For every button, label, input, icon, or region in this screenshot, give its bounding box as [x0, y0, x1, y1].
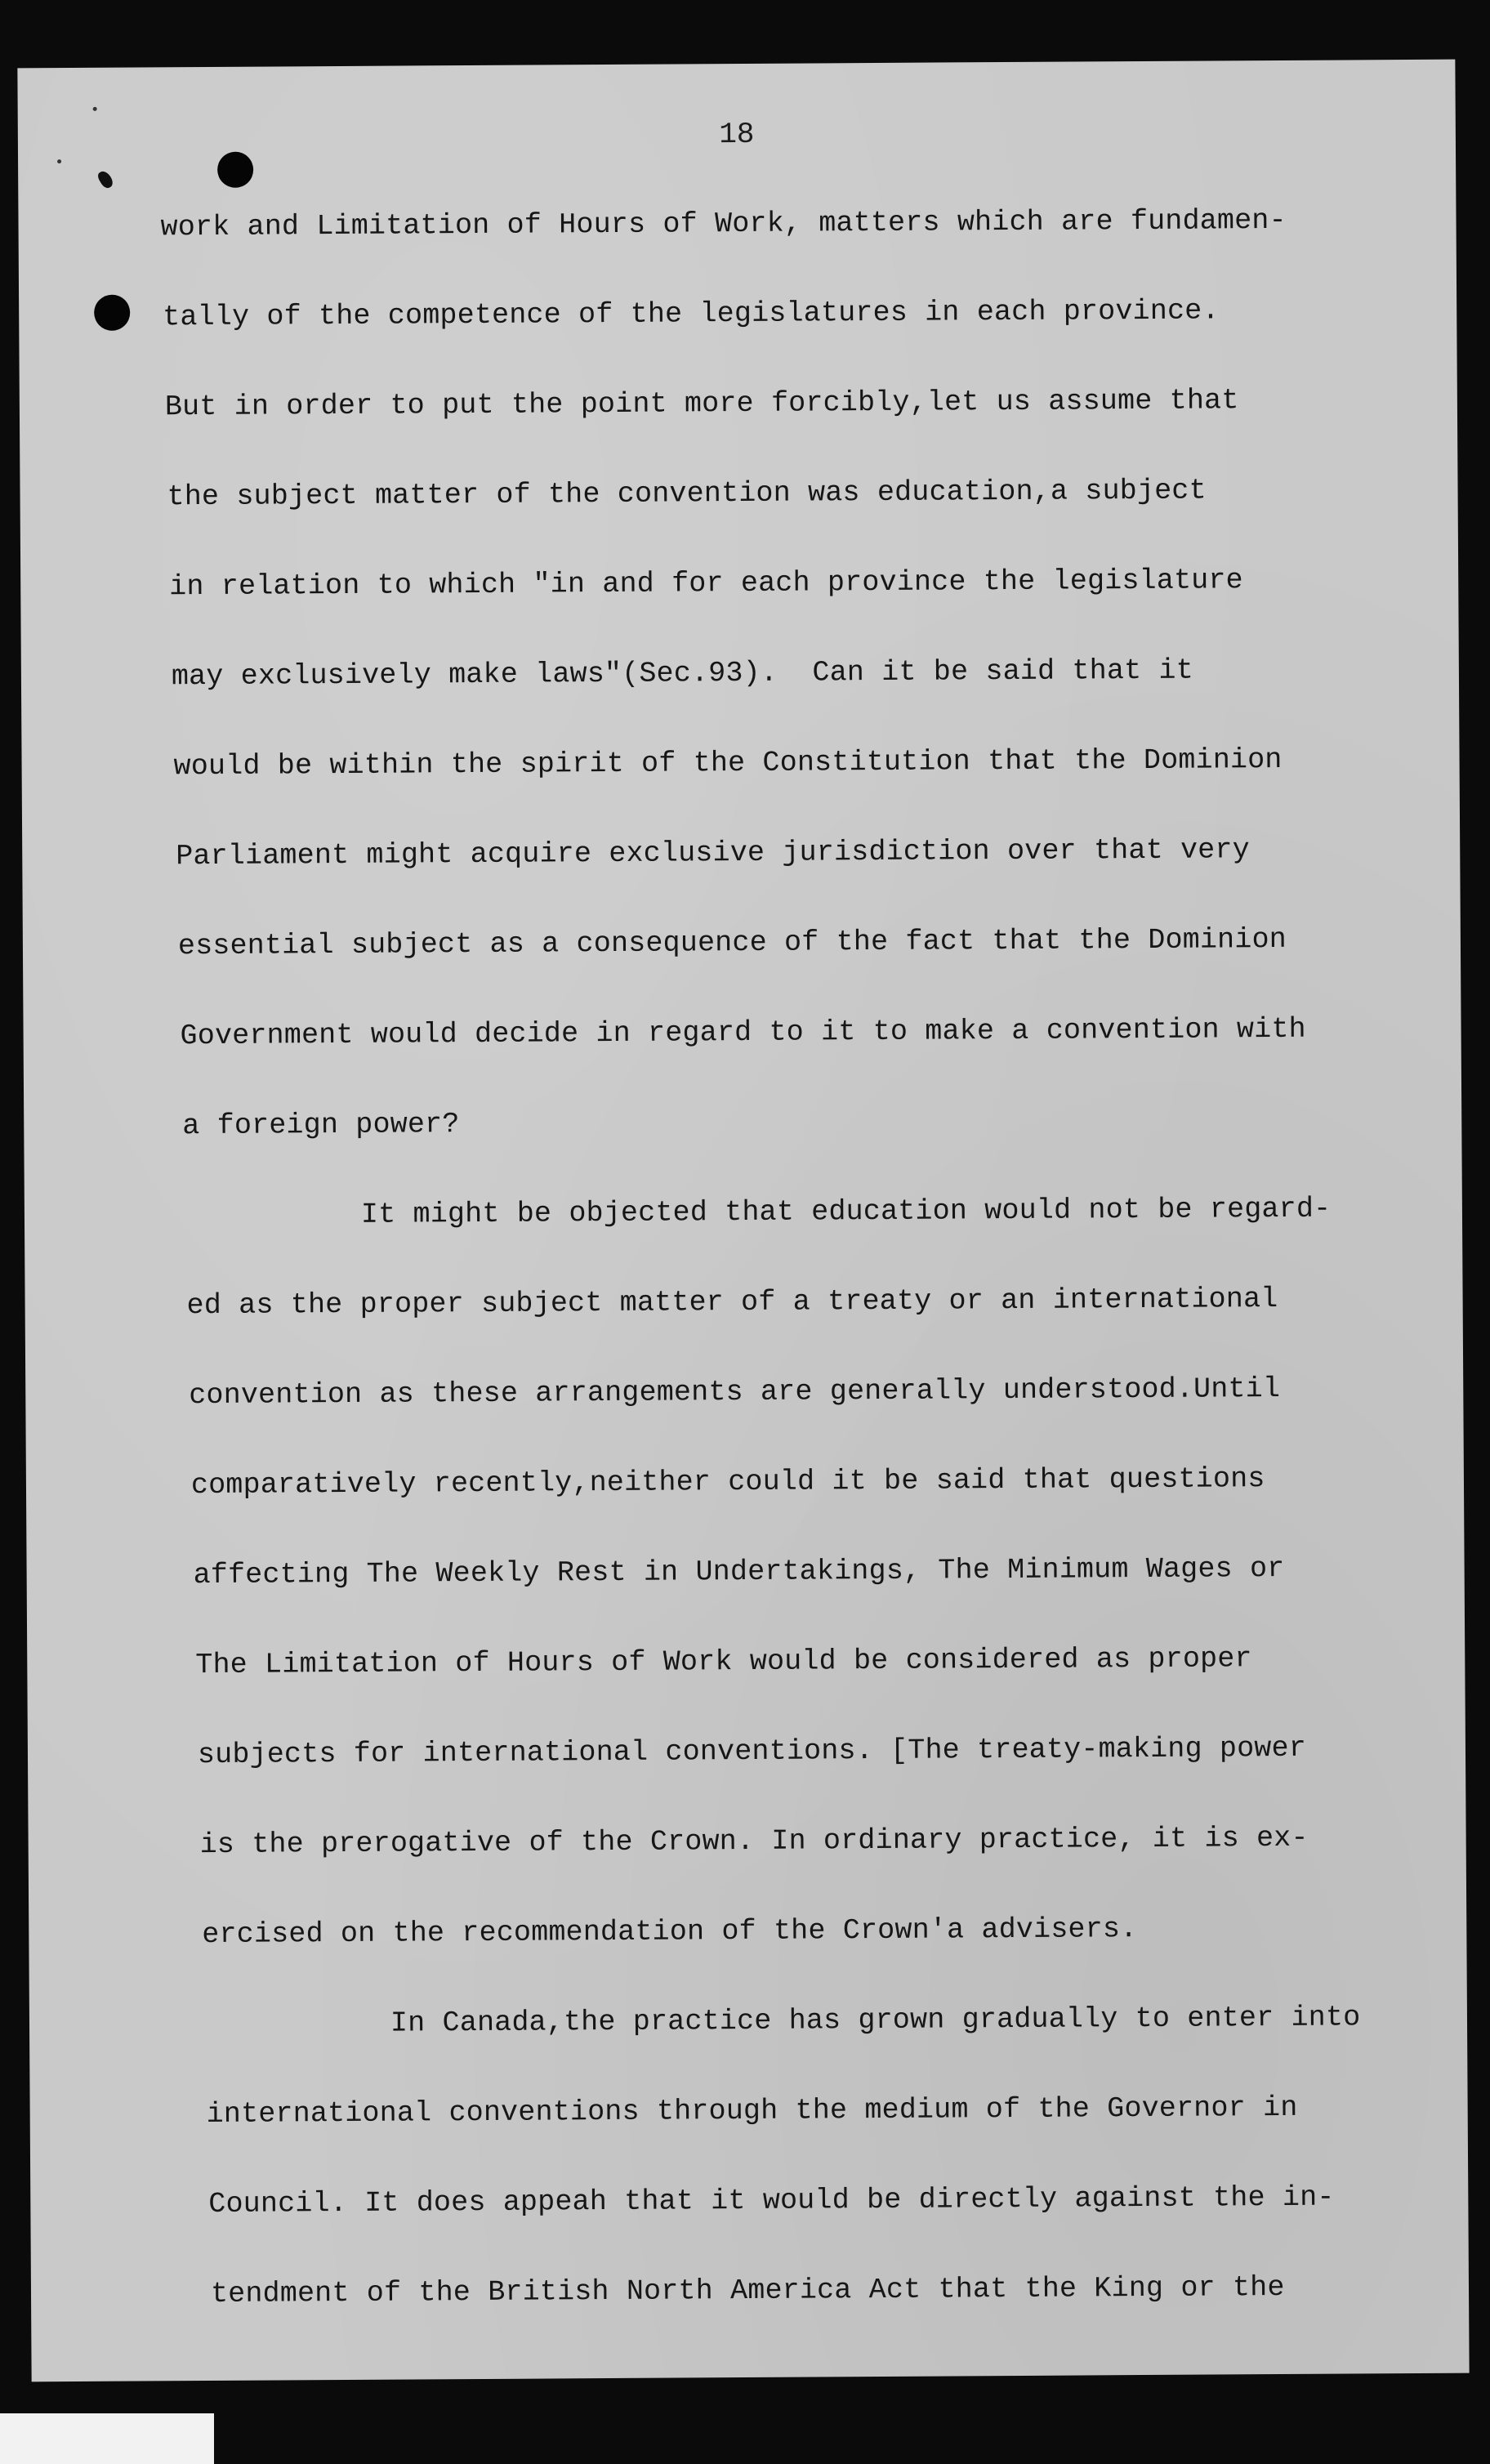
text-line-22: international conventions through the medium of the Governor in — [206, 2091, 1298, 2131]
text-line-13: ed as the proper subject matter of a treaty or an international — [186, 1283, 1278, 1323]
text-line-3: But in order to put the point more forcibly,let us assume that — [164, 384, 1239, 424]
text-line-7: would be within the spirit of the Constitution that the Dominion — [173, 743, 1283, 783]
text-line-18: subjects for international conventions. [The treaty-making power — [197, 1731, 1307, 1772]
ink-dot — [57, 159, 61, 163]
text-line-10: Government would decide in regard to it to make a convention with — [180, 1012, 1306, 1053]
text-line-16: affecting The Weekly Rest in Undertakings, The Minimum Wages or — [193, 1551, 1285, 1592]
text-line-23: Council. It does appeah that it would be directly against the in- — [208, 2181, 1335, 2221]
document-page — [17, 60, 1469, 2382]
punch-hole-top — [217, 152, 253, 188]
film-label-strip — [0, 2413, 214, 2464]
ink-speck — [96, 169, 115, 190]
text-line-5: in relation to which "in and for each province the legislature — [169, 564, 1243, 604]
text-line-17: The Limitation of Hours of Work would be considered as proper — [195, 1642, 1252, 1682]
text-line-21: In Canada,the practice has grown gradually to enter into — [390, 2001, 1361, 2040]
page-number: 18 — [719, 117, 755, 152]
text-line-20: ercised on the recommendation of the Crown'a advisers. — [202, 1913, 1138, 1952]
ink-dot — [93, 107, 97, 111]
text-line-9: essential subject as a consequence of the fact that the Dominion — [177, 922, 1287, 963]
punch-hole-bottom — [94, 295, 130, 331]
text-line-12: It might be objected that education would not be regard- — [360, 1192, 1332, 1231]
text-line-1: work and Limitation of Hours of Work, matters which are fundamen- — [160, 203, 1287, 244]
text-line-4: the subject matter of the convention was education,a subject — [167, 474, 1207, 514]
text-line-11: a foreign power? — [182, 1108, 460, 1143]
text-line-6: may exclusively make laws"(Sec.93). Can it be said that it — [171, 654, 1194, 694]
text-line-24: tendment of the British North America Act that the King or the — [210, 2270, 1285, 2311]
text-line-19: is the prerogative of the Crown. In ordinary practice, it is ex- — [199, 1821, 1309, 1862]
text-line-15: comparatively recently,neither could it be said that questions — [190, 1462, 1265, 1502]
text-line-14: convention as these arrangements are generally understood.Until — [189, 1372, 1281, 1413]
text-line-8: Parliament might acquire exclusive jurisdiction over that very — [176, 833, 1250, 873]
text-line-2: tally of the competence of the legislatures in each province. — [163, 294, 1220, 334]
